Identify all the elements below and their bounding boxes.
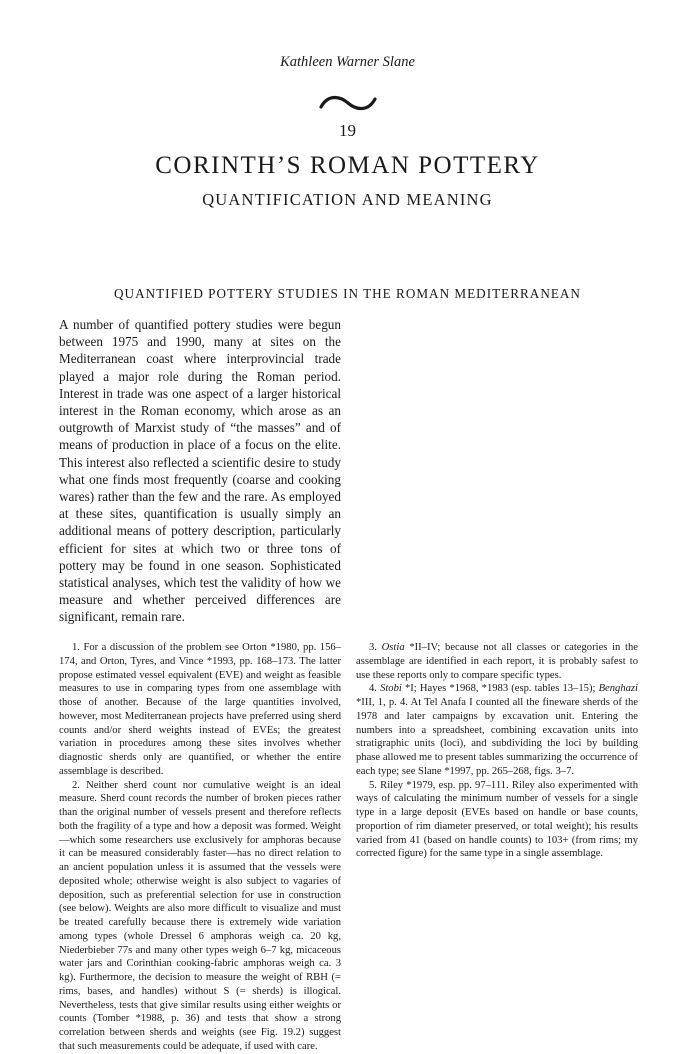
footnote: 4. Stobi *I; Hayes *1968, *1983 (esp. tables 13–15); Benghazi *III, 1, p. 4. At Tel Anafa I counted all the fineware sherds of the 1978 and later campaigns by excavation unit. Entering the numbers into a spreadsheet, combining excavation units into stratigraphic units (loci), and subdividing the loci by building phase allowed me to present tables summarizing the occurrence of each type; see Slane *1997, pp. 265–268, figs. 3–7. [356, 683, 638, 777]
chapter-subtitle: QUANTIFICATION AND MEANING [202, 190, 493, 209]
footnotes-left-column [59, 641, 341, 1054]
footnote: 5. Riley *1979, esp. pp. 97–111. Riley also experimented with ways of calculating the minimum number of vessels for a single type in a large deposit (EVEs based on handle or base counts, proportion of rim diameter preserved, or total weight); his results varied from 41 (based on handle counts) to 103+ (from rims; my corrected figure) for the same type in a single assemblage. [356, 779, 638, 860]
footnote: 1. For a discussion of the problem see Orton *1980, pp. 156–174, and Orton, Tyres, and Vince *1993, pp. 168–173. The latter propose estimated vessel equivalent (EVE) and weight as feasible measures to use in comparing types from one assemblage with those of another. Because of the large quantities involved, however, most Mediterranean projects have preferred using sherd counts and/or sherd weights instead of EVEs; the greatest variation in procedures among these sites involves whether diagnostic sherds only are quantified, or whether the entire assemblage is described. [59, 642, 341, 777]
footnote: 2. Neither sherd count nor cumulative weight is an ideal measure. Sherd count records the number of broken pieces rather than the original number of vessels present and therefore reflects both the fragility of a type and how a deposit was formed. Weight—which some researchers use exclusively for amphoras because it can be measured considerably faster—has no direct relation to an ancient population unless it is assumed that the vessels were deposited whole; otherwise weight is also subject to vagaries of deposition, such as preferential selection for use in construction (see below). Weights are also more difficult to visualize and must be treated carefully because there is extremely wide variation among types (whole Dressel 6 amphoras weigh ca. 20 kg, Niederbieber 77s and many other types weigh 6–7 kg, micaceous water jars and Corinthian cooking-fabric amphoras weigh ca. 3 kg). Furthermore, the decision to measure the weight of RBH (= rims, bases, and handles) without S (= sherds) is illogical. Nevertheless, tests that give similar results using either weights or counts (Tomber *1988, p. 36) and tests that show a strong correlation between sherds and weights (see Fig. 19.2) suggest that such measurements could be adequate, if used with care. [59, 779, 341, 1052]
chapter-number: 19 [339, 121, 356, 140]
author-name: Kathleen Warner Slane [280, 54, 415, 70]
footnotes-right-column [356, 641, 638, 861]
tilde-ornament-icon [318, 90, 378, 116]
body-paragraph: A number of quantified pottery studies were begun between 1975 and 1990, many at sites on the Mediterranean coast where interprovincial trade played a major role during the Roman period. Interest in trade was one aspect of a larger historical interest in the Roman economy, which arose as an outgrowth of Marxist study of “the masses” and of means of production in place of a focus on the elite. This interest also reflected a scientific desire to study what one finds most frequently (coarse and cooking wares) rather than the few and the rare. As employed at these sites, quantification is usually simply an additional means of pottery description, particularly efficient for sites at which two or three tons of pottery may be found in one season. Sophisticated statistical analyses, which test the validity of how we measure and whether perceived differences are significant, remain rare. [59, 317, 341, 625]
section-heading: QUANTIFIED POTTERY STUDIES IN THE ROMAN MEDITERRANEAN [114, 286, 581, 301]
body-text-left-column [59, 316, 341, 626]
chapter-title: CORINTH’S ROMAN POTTERY [155, 152, 540, 179]
footnote: 3. Ostia *II–IV; because not all classes or categories in the assemblage are identified in each report, it is probably safest to use these reports only to compare specific types. [356, 642, 638, 681]
